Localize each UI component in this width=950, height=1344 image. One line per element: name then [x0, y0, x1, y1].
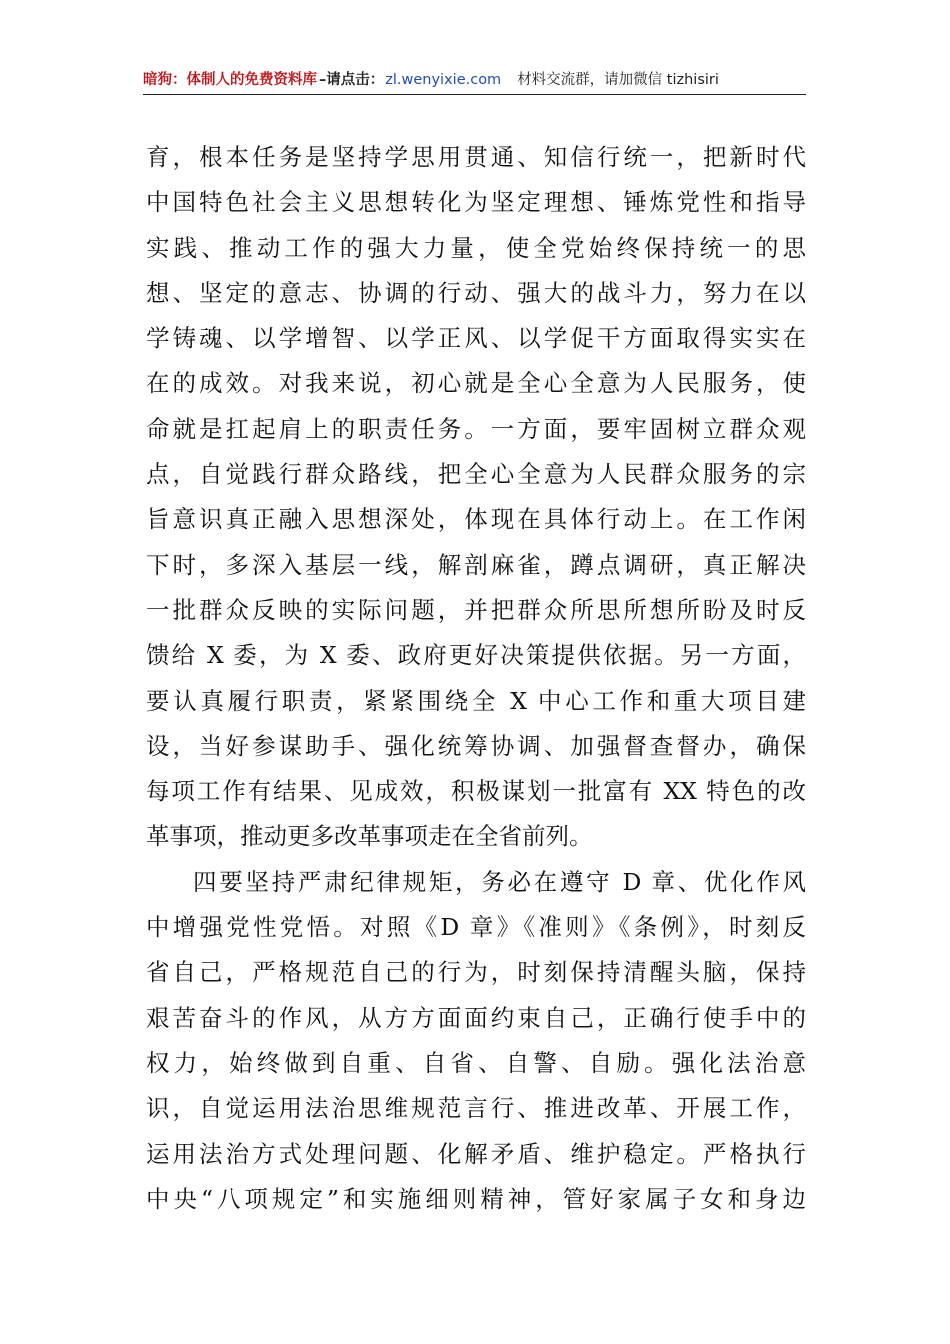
text-line: 命就是扛起肩上的职责任务。一方面，要牢固树立群众观 — [146, 414, 806, 443]
text-line: 权力，始终做到自重、自省、自警、自励。强化法治意 — [146, 1048, 806, 1077]
text-line: 一批群众反映的实际问题，并把群众所思所想所盼及时反 — [146, 595, 806, 624]
text-line: 每项工作有结果、见成效，积极谋划一批富有 XX 特色的改 — [146, 777, 806, 806]
text-line: 育，根本任务是坚持学思用贯通、知信行统一，把新时代 — [146, 143, 806, 171]
text-line: 点，自觉践行群众路线，把全心全意为人民群众服务的宗 — [146, 460, 806, 489]
header-brand: 暗狗：体制人的免费资料库 — [143, 72, 317, 88]
text-line: 艰苦奋斗的作风，从方方面面约束自己，正确行使手中的 — [146, 1003, 806, 1032]
text-line: 要认真履行职责，紧紧围绕全 X 中心工作和重大项目建 — [146, 686, 806, 715]
text-line: 中增强党性党悟。对照《D 章》《准则》《条例》，时刻反 — [146, 913, 806, 942]
header-site-link[interactable]: zl.wenyixie.com — [385, 72, 502, 88]
text-line: 设，当好参谋助手、强化统筹协调、加强督查督办，确保 — [146, 731, 806, 760]
page-header — [143, 66, 806, 95]
paragraph-start-line: 四要坚持严肃纪律规矩，务必在遵守 D 章、优化作风 — [193, 867, 806, 896]
text-line: 馈给 X 委，为 X 委、政府更好决策提供依据。另一方面， — [146, 641, 806, 670]
text-line: 中国特色社会主义思想转化为坚定理想、锤炼党性和指导 — [146, 188, 806, 217]
text-line: 革事项，推动更多改革事项走在全省前列。 — [146, 822, 593, 851]
text-line: 省自己，严格规范自己的行为，时刻保持清醒头脑，保持 — [146, 958, 806, 987]
header-prompt: –请点击： — [319, 72, 385, 88]
text-line: 运用法治方式处理问题、化解矛盾、维护稳定。严格执行 — [146, 1139, 806, 1168]
header-group-note: 材料交流群，请加微信 tizhisiri — [517, 72, 719, 88]
document-body — [146, 135, 806, 1222]
text-line: 实践、推动工作的强大力量，使全党始终保持统一的思 — [146, 233, 806, 262]
text-line: 识，自觉运用法治思维规范言行、推进改革、开展工作， — [146, 1094, 806, 1123]
text-line: 下时，多深入基层一线，解剖麻雀，蹲点调研，真正解决 — [146, 550, 806, 579]
text-line: 想、坚定的意志、协调的行动、强大的战斗力，努力在以 — [146, 278, 806, 307]
text-line: 学铸魂、以学增智、以学正风、以学促干方面取得实实在 — [146, 324, 806, 353]
text-line: 在的成效。对我来说，初心就是全心全意为人民服务，使 — [146, 369, 806, 398]
text-line: 旨意识真正融入思想深处，体现在具体行动上。在工作闲 — [146, 505, 806, 534]
text-line: 中央“八项规定”和实施细则精神，管好家属子女和身边 — [146, 1184, 806, 1213]
